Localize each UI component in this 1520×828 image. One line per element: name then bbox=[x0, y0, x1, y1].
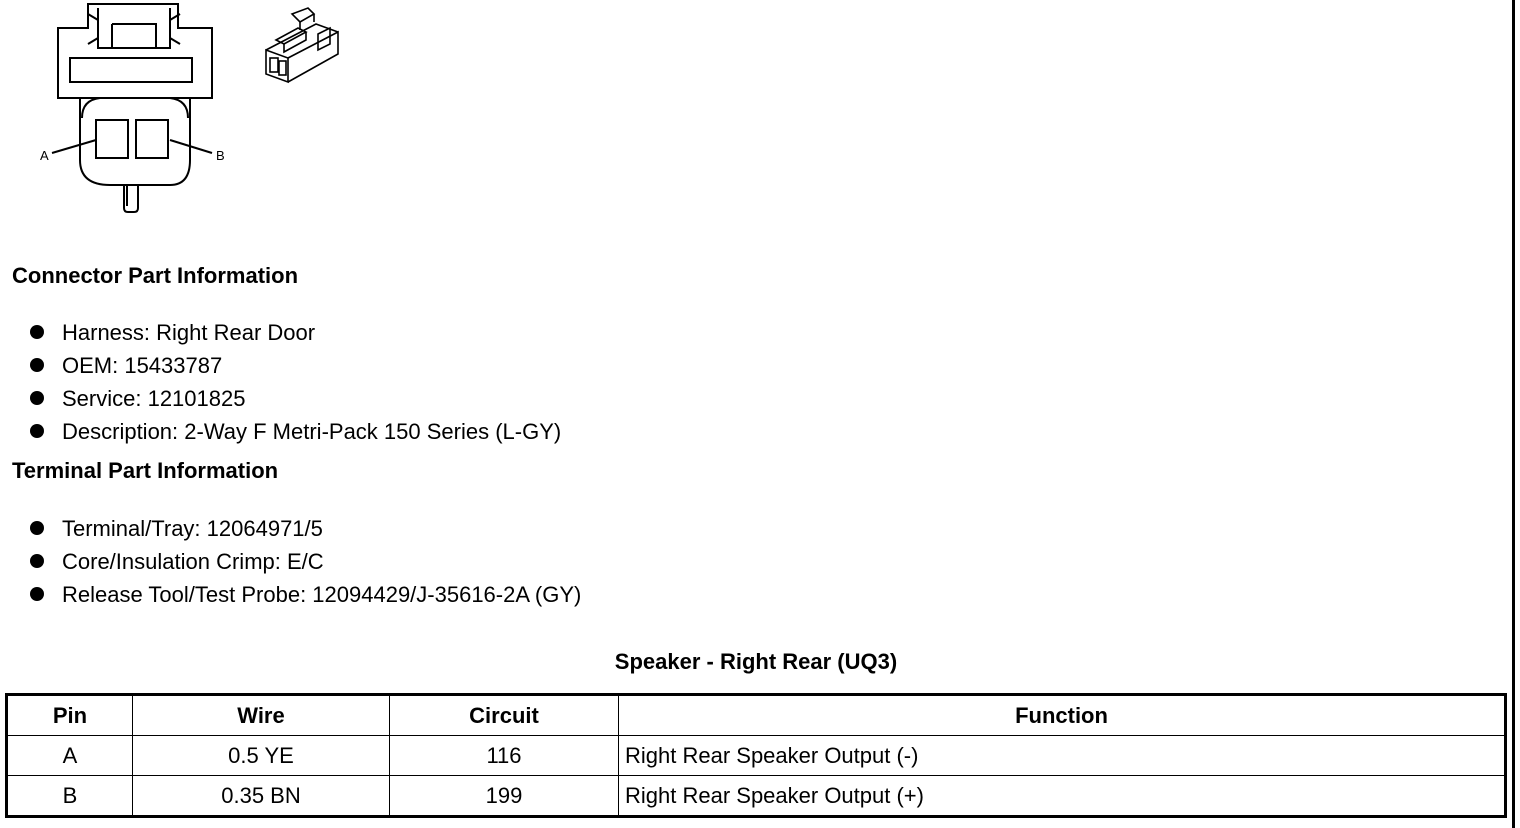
pin-table bbox=[5, 693, 1507, 818]
bullet-icon bbox=[30, 358, 44, 372]
pin-label-b: B bbox=[216, 148, 225, 163]
list-item: Description: 2-Way F Metri-Pack 150 Series (L-GY) bbox=[30, 415, 561, 448]
connector-isometric-drawing bbox=[258, 4, 348, 88]
table-row bbox=[7, 776, 1506, 817]
table-title: Speaker - Right Rear (UQ3) bbox=[614, 649, 898, 674]
table-header-row bbox=[7, 695, 1506, 736]
list-item: OEM: 15433787 bbox=[30, 349, 561, 382]
page-right-border bbox=[1512, 0, 1515, 828]
cell-wire: 0.5 YE bbox=[133, 736, 390, 776]
cell-pin: A bbox=[7, 736, 133, 776]
column-header-pin: Pin bbox=[7, 695, 133, 736]
cell-circuit: 116 bbox=[390, 736, 619, 776]
list-item: Service: 12101825 bbox=[30, 382, 561, 415]
connector-part-info-list bbox=[30, 316, 561, 448]
bullet-icon bbox=[30, 391, 44, 405]
bullet-icon bbox=[30, 424, 44, 438]
cell-function: Right Rear Speaker Output (+) bbox=[619, 776, 1506, 817]
list-item: Core/Insulation Crimp: E/C bbox=[30, 545, 581, 578]
bullet-icon bbox=[30, 587, 44, 601]
cell-wire: 0.35 BN bbox=[133, 776, 390, 817]
column-header-function: Function bbox=[619, 695, 1506, 736]
list-item: Terminal/Tray: 12064971/5 bbox=[30, 512, 581, 545]
pin-label-a: A bbox=[40, 148, 49, 163]
terminal-part-info-heading: Terminal Part Information bbox=[12, 458, 279, 483]
cell-function: Right Rear Speaker Output (-) bbox=[619, 736, 1506, 776]
table-row bbox=[7, 736, 1506, 776]
cell-circuit: 199 bbox=[390, 776, 619, 817]
terminal-part-info-list bbox=[30, 512, 581, 611]
connector-part-info-heading: Connector Part Information bbox=[12, 263, 299, 288]
connector-face-drawing bbox=[30, 0, 250, 215]
column-header-circuit: Circuit bbox=[390, 695, 619, 736]
list-item: Release Tool/Test Probe: 12094429/J-35616-2A (GY) bbox=[30, 578, 581, 611]
bullet-icon bbox=[30, 554, 44, 568]
bullet-icon bbox=[30, 521, 44, 535]
list-item: Harness: Right Rear Door bbox=[30, 316, 561, 349]
column-header-wire: Wire bbox=[133, 695, 390, 736]
bullet-icon bbox=[30, 325, 44, 339]
cell-pin: B bbox=[7, 776, 133, 817]
